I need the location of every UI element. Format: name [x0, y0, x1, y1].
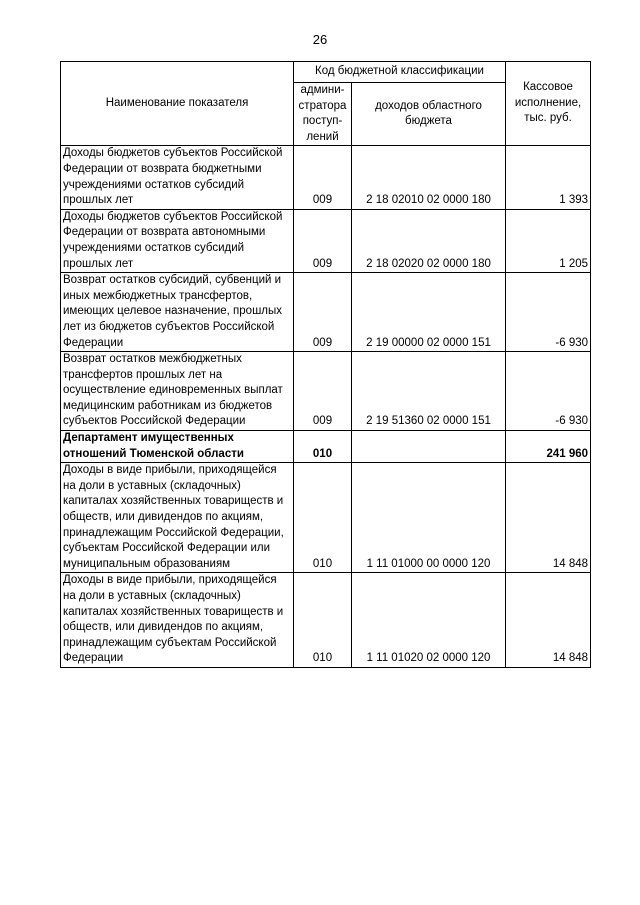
row-budget-code-cell: 1 11 01000 00 0000 120 [352, 463, 506, 573]
row-amount-cell: -6 930 [506, 273, 591, 352]
row-name-cell: Доходы бюджетов субъектов Российской Федерации от возврата бюджетными учреждениями остатков субсидий прошлых лет [61, 146, 294, 209]
row-name-cell: Доходы в виде прибыли, приходящейся на доли в уставных (складочных) капиталах хозяйственных товариществ и обществ, или дивидендов по акциям, принадлежащим Российской Федерации, субъектам Российской Федерации или муниципальным образованиям [61, 463, 294, 573]
table-row [61, 146, 591, 209]
header-name: Наименование показателя [61, 62, 294, 146]
table-row [61, 352, 591, 431]
row-admin-code-cell: 009 [294, 273, 352, 352]
row-admin-code-cell: 009 [294, 146, 352, 209]
table-row [61, 209, 591, 272]
row-admin-code-cell: 010 [294, 463, 352, 573]
table-row [61, 431, 591, 463]
row-amount-cell: 1 205 [506, 209, 591, 272]
header-cash-execution: Кассовое исполнение, тыс. руб. [506, 62, 591, 146]
table-row [61, 463, 591, 573]
row-budget-code-cell [352, 431, 506, 463]
row-admin-code-cell: 009 [294, 352, 352, 431]
row-name-cell: Департамент имущественных отношений Тюменской области [61, 431, 294, 463]
row-budget-code-cell: 2 18 02020 02 0000 180 [352, 209, 506, 272]
row-budget-code-cell: 2 18 02010 02 0000 180 [352, 146, 506, 209]
row-name-cell: Доходы в виде прибыли, приходящейся на доли в уставных (складочных) капиталах хозяйственных товариществ и обществ, или дивидендов по акциям, принадлежащим субъектам Российской Федерации [61, 573, 294, 668]
row-name-cell: Доходы бюджетов субъектов Российской Федерации от возврата автономными учреждениями остатков субсидий прошлых лет [61, 209, 294, 272]
row-admin-code-cell: 009 [294, 209, 352, 272]
table-row [61, 573, 591, 668]
row-budget-code-cell: 2 19 00000 02 0000 151 [352, 273, 506, 352]
header-code-group: Код бюджетной классификации [294, 62, 506, 83]
row-amount-cell: -6 930 [506, 352, 591, 431]
row-amount-cell: 241 960 [506, 431, 591, 463]
row-name-cell: Возврат остатков субсидий, субвенций и иных межбюджетных трансфертов, имеющих целевое назначение, прошлых лет из бюджетов субъектов Российской Федерации [61, 273, 294, 352]
table-body [61, 146, 591, 668]
header-administrator: админи-стратора поступ-лений [294, 83, 352, 146]
row-amount-cell: 14 848 [506, 463, 591, 573]
row-amount-cell: 1 393 [506, 146, 591, 209]
row-name-cell: Возврат остатков межбюджетных трансфертов прошлых лет на осуществление единовременных выплат медицинским работникам из бюджетов субъектов Российской Федерации [61, 352, 294, 431]
row-budget-code-cell: 2 19 51360 02 0000 151 [352, 352, 506, 431]
row-admin-code-cell: 010 [294, 573, 352, 668]
table-row [61, 273, 591, 352]
row-admin-code-cell: 010 [294, 431, 352, 463]
row-budget-code-cell: 1 11 01020 02 0000 120 [352, 573, 506, 668]
row-amount-cell: 14 848 [506, 573, 591, 668]
header-income: доходов областного бюджета [352, 83, 506, 146]
budget-table [60, 61, 591, 668]
page-number: 26 [312, 32, 328, 47]
table-header [61, 62, 591, 146]
